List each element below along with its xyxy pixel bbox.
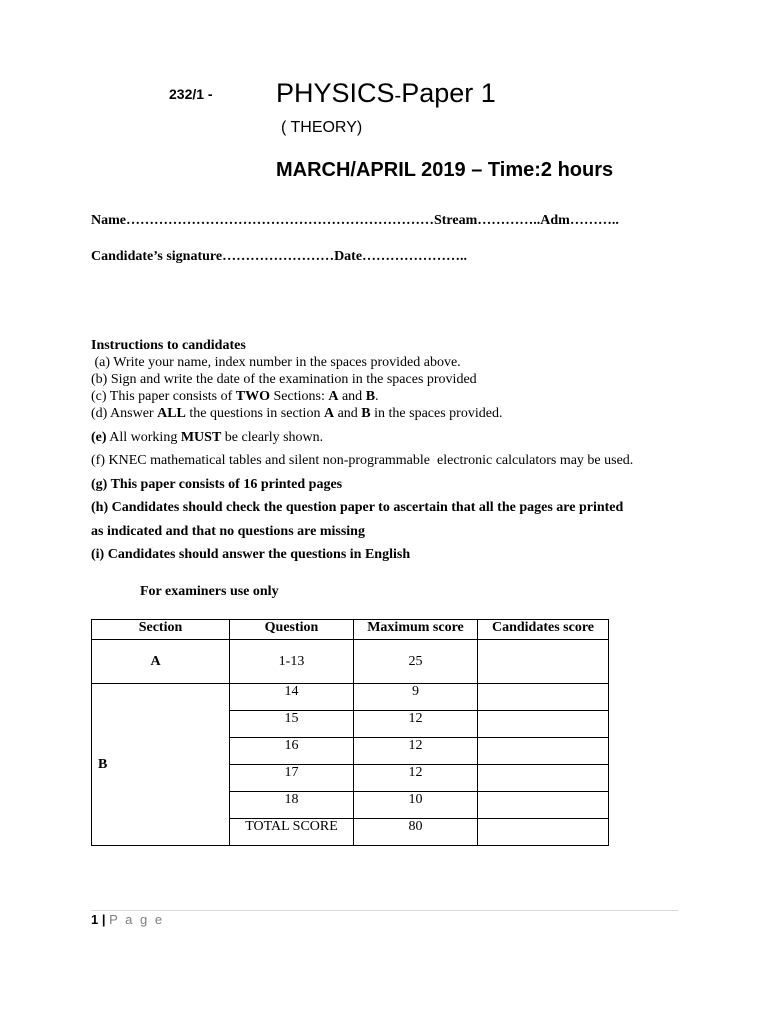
footer-separator: |: [98, 912, 110, 927]
question-cell: 16: [230, 738, 354, 765]
header-candidates-score: Candidates score: [478, 620, 609, 640]
footer-divider: [91, 910, 678, 911]
table-row: [92, 684, 609, 711]
section-a-cell: A: [92, 640, 230, 684]
instruction-a: (a) Write your name, index number in the spaces provided above.: [91, 355, 461, 370]
instruction-c-text: and: [338, 389, 366, 404]
candidate-score-cell[interactable]: [478, 711, 609, 738]
instruction-c-emphasis: TWO: [235, 389, 270, 404]
title-subject: PHYSICS: [276, 78, 395, 108]
header-maximum-score: Maximum score: [354, 620, 478, 640]
instructions-heading: Instructions to candidates: [91, 338, 246, 353]
max-score-cell: 12: [354, 765, 478, 792]
examiners-use-label: For examiners use only: [140, 584, 279, 599]
total-max-score: 80: [354, 819, 478, 846]
max-score-cell: 10: [354, 792, 478, 819]
section-b-cell: B: [92, 684, 230, 846]
instruction-c-section-b: B: [365, 389, 376, 404]
score-table: [91, 619, 609, 846]
instruction-e-text: All working: [106, 429, 181, 445]
instruction-e-emphasis: MUST: [180, 429, 222, 445]
candidate-score-cell[interactable]: [478, 640, 609, 684]
instruction-e: [91, 430, 711, 454]
instruction-g: (g) This paper consists of 16 printed pages: [91, 476, 343, 492]
total-score-label: TOTAL SCORE: [230, 819, 354, 846]
instruction-c-text: (c) This paper consists of: [91, 389, 236, 404]
instruction-e-label: (e): [91, 429, 107, 445]
page-footer: [91, 912, 164, 927]
instruction-h-line2: as indicated and that no questions are missing: [91, 523, 365, 539]
header-section: Section: [92, 620, 230, 640]
candidate-score-cell[interactable]: [478, 765, 609, 792]
max-score-cell: 9: [354, 684, 478, 711]
exam-session-time: MARCH/APRIL 2019 – Time:2 hours: [276, 159, 614, 181]
instruction-d-emphasis: ALL: [157, 406, 186, 421]
total-candidate-score[interactable]: [478, 819, 609, 846]
max-score-cell: 12: [354, 711, 478, 738]
candidate-score-cell[interactable]: [478, 738, 609, 765]
instruction-e-text: be clearly shown.: [221, 429, 324, 445]
signature-date-field: Candidate’s signature……………………Date…………………..: [91, 249, 468, 264]
instruction-d-section-b: B: [361, 406, 371, 421]
page-label: P a g e: [109, 912, 165, 927]
instruction-c: [91, 389, 711, 406]
name-stream-adm-field: Name…………………………………………………………Stream…………..Adm………..: [91, 213, 619, 228]
question-cell: 15: [230, 711, 354, 738]
max-score-cell: 12: [354, 738, 478, 765]
instruction-b: (b) Sign and write the date of the examination in the spaces provided: [91, 372, 477, 387]
paper-title: [276, 78, 496, 109]
instruction-f: (f) KNEC mathematical tables and silent non-programmable electronic calculators may be used.: [91, 453, 634, 468]
candidate-score-cell[interactable]: [478, 792, 609, 819]
paper-code: 232/1 -: [169, 86, 213, 102]
question-cell: 1-13: [230, 640, 354, 684]
instruction-d: [91, 406, 711, 430]
instruction-c-text: Sections:: [270, 389, 329, 404]
instruction-d-section-a: A: [323, 406, 335, 421]
header-question: Question: [230, 620, 354, 640]
page-number: 1: [91, 912, 99, 927]
title-paper: Paper 1: [401, 78, 496, 108]
candidate-score-cell[interactable]: [478, 684, 609, 711]
instruction-d-text: the questions in section: [185, 406, 324, 421]
instruction-d-text: in the spaces provided.: [370, 406, 503, 421]
title-dash: -: [394, 85, 402, 107]
question-cell: 18: [230, 792, 354, 819]
question-cell: 17: [230, 765, 354, 792]
max-score-cell: 25: [354, 640, 478, 684]
instruction-c-text: .: [375, 389, 379, 404]
paper-subtitle: ( THEORY): [281, 119, 363, 136]
table-header-row: [92, 620, 609, 640]
instruction-c-section-a: A: [328, 389, 339, 404]
question-cell: 14: [230, 684, 354, 711]
table-row: [92, 640, 609, 684]
instruction-d-text: (d) Answer: [91, 406, 158, 421]
instructions-block: [91, 338, 711, 571]
instruction-h-line1: (h) Candidates should check the question paper to ascertain that all the pages are printed: [91, 500, 624, 515]
instruction-d-text: and: [334, 406, 362, 421]
instruction-i: (i) Candidates should answer the questions in English: [91, 547, 411, 562]
